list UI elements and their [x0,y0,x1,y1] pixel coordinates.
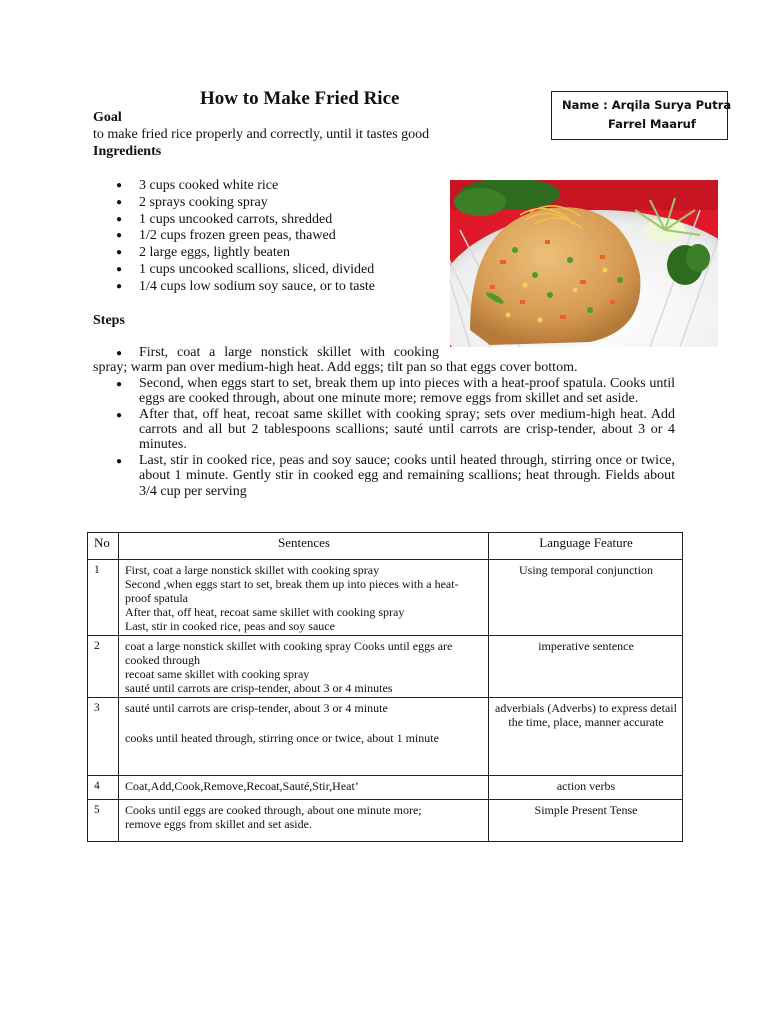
feature-cell: action verbs [489,776,683,800]
step-item [93,407,675,453]
table-row [88,776,683,800]
step-item [93,453,675,499]
sentence: Coat,Add,Cook,Remove,Recoat,Sauté,Stir,Heat’ [125,779,359,793]
sentence: coat a large nonstick skillet with cooking spray Cooks until eggs are cooked through [125,639,453,667]
column-header-sentences: Sentences [119,533,489,560]
bullet-icon: ● [116,409,123,421]
step-item [93,345,675,376]
step-text: First, coat a large nonstick skillet with cooking [139,345,439,360]
bullet-icon: ● [116,180,123,191]
table-row [88,800,683,842]
step-text: Second, when eggs start to set, break them up into pieces with a heat-proof spatula. Cooks until eggs are cooked through, about one minute more; remove eggs from skillet and set aside. [139,375,675,407]
sentence: remove eggs from skillet and set aside. [125,817,312,831]
ingredient-item [93,178,375,195]
sentence: recoat same skillet with cooking spray [125,667,310,681]
row-number: 2 [88,636,119,698]
sentence: sauté until carrots are crisp-tender, about 3 or 4 minute [125,701,388,715]
ingredient-text: 1 cups uncooked carrots, shredded [139,211,333,227]
sentences-cell [119,560,489,636]
sentences-cell [119,636,489,698]
table-row [88,698,683,776]
steps-heading: Steps [93,313,125,328]
step-text: spray; warm pan over medium-high heat. Add eggs; tilt pan so that eggs cover bottom. [93,360,578,376]
bullet-icon: ● [116,263,123,275]
row-number: 5 [88,800,119,842]
bullet-icon: ● [116,230,123,242]
sentence: cooks until heated through, stirring once or twice, about 1 minute [125,731,439,745]
step-item [93,376,675,407]
goal-heading: Goal [93,110,122,125]
table-row [88,636,683,698]
ingredient-text: 1/2 cups frozen green peas, thawed [139,228,336,244]
feature-cell: Simple Present Tense [489,800,683,842]
ingredient-item [93,212,375,229]
column-header-no: No [88,533,119,560]
bullet-icon: ● [116,455,123,467]
ingredients-heading: Ingredients [93,144,162,159]
step-text: After that, off heat, recoat same skillet with cooking spray; sets over medium-high heat. Add carrots and all but 2 tablespoons scallions; sauté until carrots are crisp-tender, about 3 or 4 minutes. [139,406,675,453]
bullet-icon: ● [116,213,123,225]
table-header-row [88,533,683,560]
sentence: First, coat a large nonstick skillet with cooking spray [125,563,380,577]
ingredient-text: 2 sprays cooking spray [139,194,268,210]
column-header-language-feature: Language Feature [489,533,683,560]
sentence: Second ,when eggs start to set, break them up into pieces with a heat-proof spatula [125,577,459,605]
author-name-box [551,91,732,140]
ingredient-item [93,195,375,212]
steps-list [93,345,675,499]
bullet-icon: ● [116,196,123,208]
sentences-cell [119,776,489,800]
sentence: sauté until carrots are crisp-tender, about 3 or 4 minutes [125,681,393,695]
ingredient-item [93,279,375,296]
row-number: 4 [88,776,119,800]
sentences-cell [119,800,489,842]
row-number: 3 [88,698,119,776]
sentence: Cooks until eggs are cooked through, about one minute more; [125,803,422,817]
fried-rice-photo [450,180,718,347]
ingredient-text: 3 cups cooked white rice [139,178,279,193]
language-feature-table [87,532,683,842]
row-number: 1 [88,560,119,636]
author-name-line-1: Name : Arqila Surya Putra [562,98,732,112]
sentence: Last, stir in cooked rice, peas and soy sauce [125,619,335,633]
bullet-icon: ● [116,280,123,292]
feature-cell: Using temporal conjunction [489,560,683,636]
bullet-icon: ● [116,348,123,359]
page-title: How to Make Fried Rice [200,88,400,109]
sentences-cell [119,698,489,776]
step-text: Last, stir in cooked rice, peas and soy sauce; cooks until heated through, stirring once or twice, about 1 minute. Gently stir in cooked egg and remaining scallions; heat through. Fields about 3/4 cup per serving [139,452,675,499]
ingredient-text: 1 cups uncooked scallions, sliced, divided [139,261,375,277]
feature-cell: adverbials (Adverbs) to express detail the time, place, manner accurate [489,698,683,776]
ingredients-list [93,178,375,296]
ingredient-item [93,262,375,279]
feature-cell: imperative sentence [489,636,683,698]
author-name-line-2: Farrel Maaruf [608,117,696,131]
ingredient-text: 1/4 cups low sodium soy sauce, or to taste [139,278,376,294]
goal-text: to make fried rice properly and correctly, until it tastes good [93,127,430,142]
bullet-icon: ● [116,378,123,390]
bullet-icon: ● [116,247,123,259]
ingredient-item [93,245,375,262]
table-row [88,560,683,636]
ingredient-text: 2 large eggs, lightly beaten [139,245,290,261]
sentence: After that, off heat, recoat same skillet with cooking spray [125,605,405,619]
ingredient-item [93,228,375,245]
